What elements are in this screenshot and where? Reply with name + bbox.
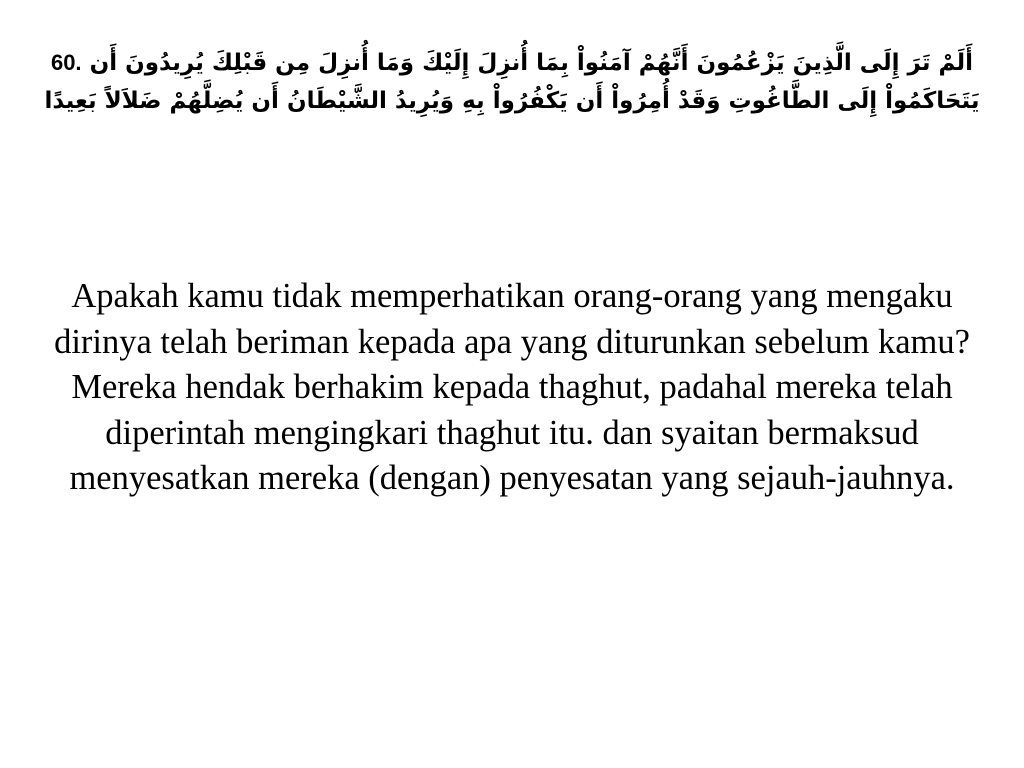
verse-number: 60. (50, 50, 82, 75)
verse-translation: Apakah kamu tidak memperhatikan orang-orang yang mengaku dirinya telah beriman kepada apa yang diturunkan sebelum kamu? Mereka hendak berhakim kepada thaghut, padahal mereka telah diperintah mengingkari thaghut itu. dan syaitan bermaksud menyesatkan mereka (dengan) penyesatan yang sejauh-jauhnya. (54, 277, 970, 497)
arabic-verse-text: أَلَمْ تَرَ إِلَى الَّذِينَ يَزْعُمُونَ أَنَّهُمْ آمَنُواْ بِمَا أُنزِلَ إِلَيْكَ وَمَا أُنزِلَ مِن قَبْلِكَ يُرِيدُونَ أَن يَتَحَاكَمُواْ إِلَى الطَّاغُوتِ وَقَدْ أُمِرُواْ أَن يَكْفُرُواْ بِهِ وَيُرِيدُ الشَّيْطَانُ أَن يُضِلَّهُمْ ضَلاَلاً بَعِيدًا (44, 50, 980, 114)
arabic-verse (20, 44, 1004, 120)
